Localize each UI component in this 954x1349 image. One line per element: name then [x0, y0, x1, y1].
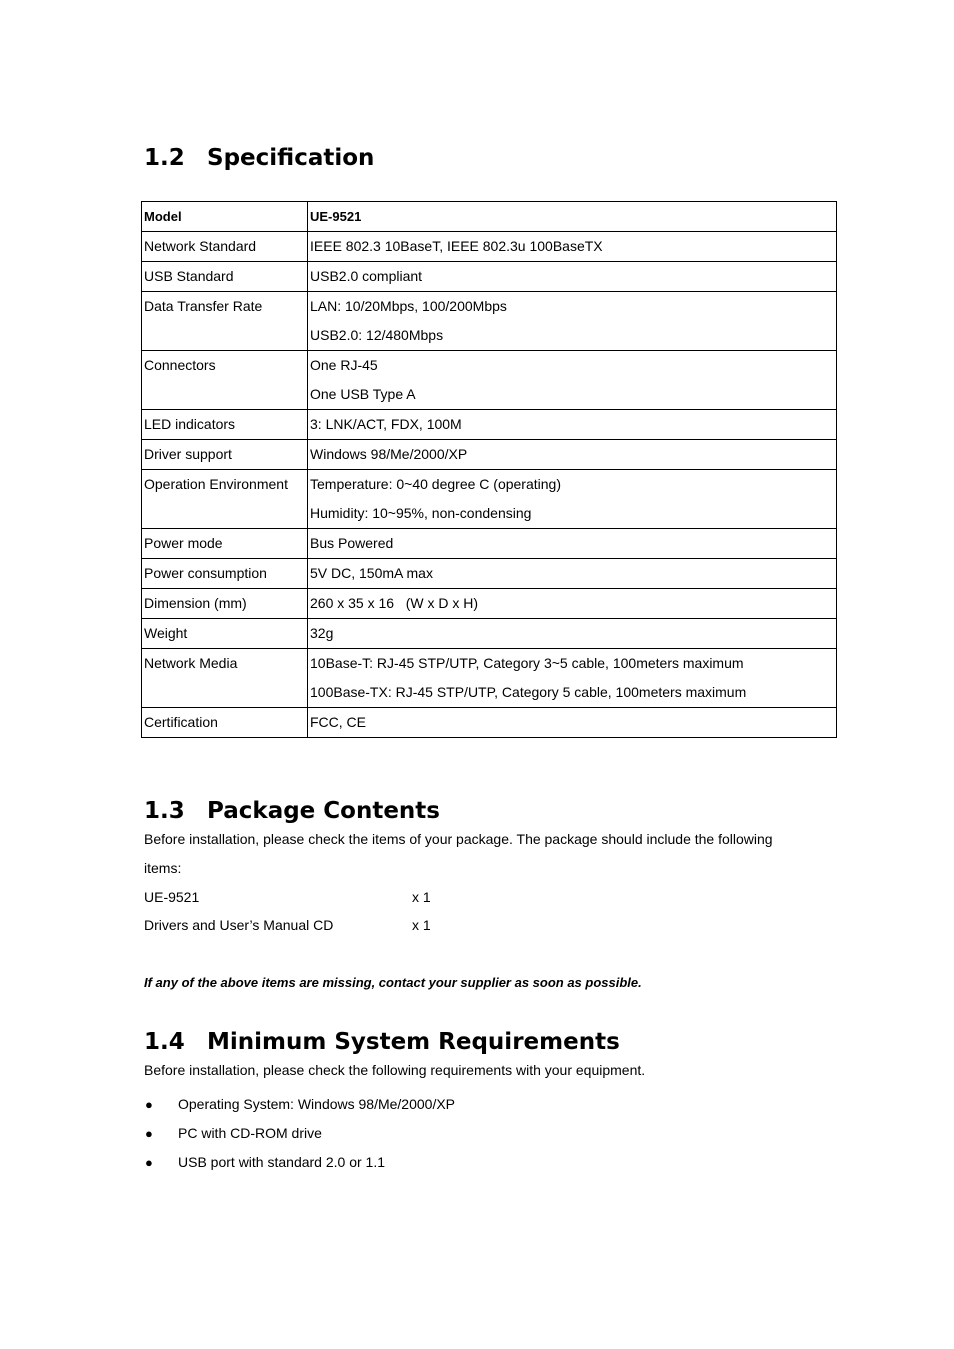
spec-key-cell: Power consumption [142, 559, 308, 589]
spec-value-cell [308, 708, 837, 738]
spec-value-cell [308, 351, 837, 410]
spec-key-cell: Dimension (mm) [142, 589, 308, 619]
table-row [142, 589, 837, 619]
package-intro [144, 825, 814, 883]
spec-value-cell [308, 440, 837, 470]
spec-value-cell [308, 232, 837, 262]
section-title: Specification [207, 145, 375, 171]
table-row [142, 351, 837, 410]
table-row [142, 470, 837, 529]
spec-value-line: One RJ-45 [310, 357, 378, 373]
package-item-name: UE-9521 [144, 889, 200, 905]
spec-value-line: 10Base-T: RJ-45 STP/UTP, Category 3~5 cable, 100meters maximum [310, 655, 744, 671]
requirement-text: PC with CD-ROM drive [178, 1125, 322, 1141]
spec-key-cell: Network Media [142, 649, 308, 708]
spec-key-cell: LED indicators [142, 410, 308, 440]
spec-key-cell: Weight [142, 619, 308, 649]
missing-items-warning: If any of the above items are missing, contact your supplier as soon as possible. [144, 975, 642, 990]
bullet-icon: ● [145, 1097, 153, 1112]
table-header-key: Model [142, 202, 308, 232]
package-item [144, 911, 544, 939]
section-heading-specification [144, 144, 374, 172]
spec-key-cell: Network Standard [142, 232, 308, 262]
section-title: Minimum System Requirements [207, 1029, 620, 1055]
table-row [142, 619, 837, 649]
spec-value-cell [308, 262, 837, 292]
bullet-icon: ● [145, 1126, 153, 1141]
table-row [142, 292, 837, 351]
requirement-text: USB port with standard 2.0 or 1.1 [178, 1154, 385, 1170]
table-header-row [142, 202, 837, 232]
section-title: Package Contents [207, 798, 440, 824]
spec-value-line: FCC, CE [310, 714, 366, 730]
table-row [142, 529, 837, 559]
bullet-icon: ● [145, 1155, 153, 1170]
table-row [142, 708, 837, 738]
table-row [142, 232, 837, 262]
package-intro-line: items: [144, 860, 182, 876]
section-number: 1.2 [144, 145, 185, 171]
spec-value-cell [308, 292, 837, 351]
spec-key-cell: Certification [142, 708, 308, 738]
spec-value-line: USB2.0 compliant [310, 268, 423, 284]
spec-value-line: Humidity: 10~95%, non-condensing [310, 505, 532, 521]
spec-key-cell: Driver support [142, 440, 308, 470]
section-heading-package-contents [144, 797, 440, 825]
spec-value-line: 260 x 35 x 16 (W x D x H) [310, 595, 479, 611]
specification-table [141, 201, 837, 738]
spec-value-cell [308, 470, 837, 529]
spec-value-line: Temperature: 0~40 degree C (operating) [310, 476, 561, 492]
spec-value-line: Windows 98/Me/2000/XP [310, 446, 468, 462]
spec-value-line: LAN: 10/20Mbps, 100/200Mbps [310, 298, 507, 314]
table-header-value: UE-9521 [308, 202, 837, 232]
spec-key-cell: Operation Environment [142, 470, 308, 529]
package-intro-line: Before installation, please check the items of your package. The package should include the following [144, 831, 773, 847]
spec-value-line: 32g [310, 625, 334, 641]
spec-key-cell: Connectors [142, 351, 308, 410]
table-row [142, 262, 837, 292]
spec-key-cell: USB Standard [142, 262, 308, 292]
spec-value-line: 3: LNK/ACT, FDX, 100M [310, 416, 462, 432]
section-number: 1.4 [144, 1029, 185, 1055]
package-item-qty: x 1 [412, 889, 431, 905]
spec-value-cell [308, 410, 837, 440]
spec-key-cell: Power mode [142, 529, 308, 559]
spec-value-cell [308, 649, 837, 708]
requirements-list [144, 1090, 455, 1177]
package-item-name: Drivers and User’s Manual CD [144, 917, 334, 933]
section-number: 1.3 [144, 798, 185, 824]
package-item [144, 883, 544, 911]
section-heading-minimum-requirements [144, 1028, 620, 1056]
spec-value-line: IEEE 802.3 10BaseT, IEEE 802.3u 100BaseTX [310, 238, 603, 254]
spec-value-line: Bus Powered [310, 535, 394, 551]
spec-value-cell [308, 559, 837, 589]
table-row [142, 559, 837, 589]
list-item [144, 1090, 455, 1119]
spec-value-line: 5V DC, 150mA max [310, 565, 433, 581]
spec-value-cell [308, 529, 837, 559]
spec-value-line: USB2.0: 12/480Mbps [310, 327, 444, 343]
spec-value-line: One USB Type A [310, 386, 416, 402]
table-row [142, 440, 837, 470]
spec-value-line: 100Base-TX: RJ-45 STP/UTP, Category 5 cable, 100meters maximum [310, 684, 747, 700]
table-row [142, 649, 837, 708]
spec-value-cell [308, 589, 837, 619]
spec-key-cell: Data Transfer Rate [142, 292, 308, 351]
requirement-text: Operating System: Windows 98/Me/2000/XP [178, 1096, 456, 1112]
list-item [144, 1119, 455, 1148]
package-item-qty: x 1 [412, 917, 431, 933]
table-row [142, 410, 837, 440]
requirements-intro: Before installation, please check the following requirements with your equipment. [144, 1062, 646, 1078]
spec-value-cell [308, 619, 837, 649]
list-item [144, 1148, 455, 1177]
